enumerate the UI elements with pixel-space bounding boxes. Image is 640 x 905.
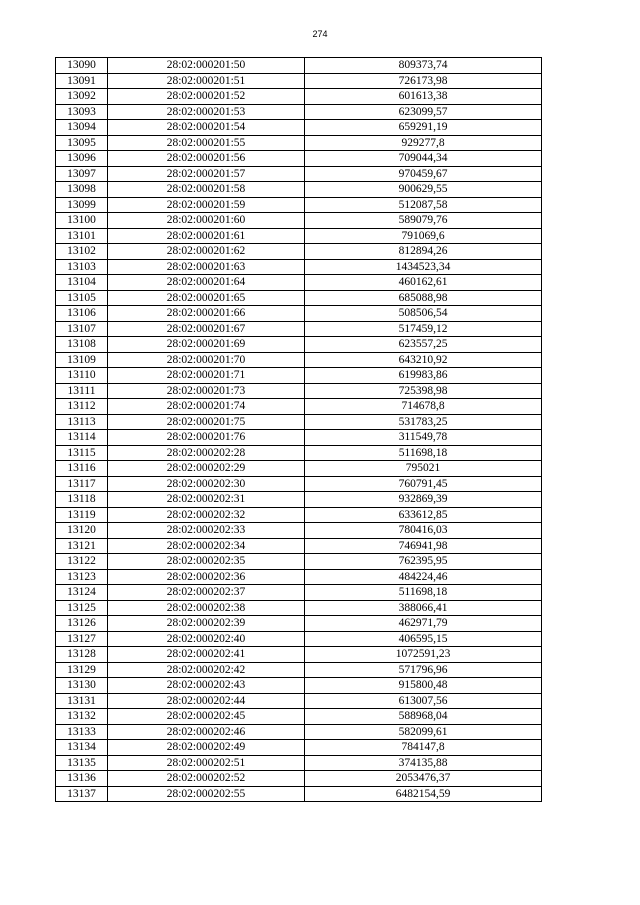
row-number-cell: 13131 [56,693,108,709]
value-cell: 589079,76 [305,213,542,229]
table-row [56,135,542,151]
row-number-cell: 13116 [56,461,108,477]
cadastral-number-cell: 28:02:000202:35 [108,554,305,570]
table-row [56,166,542,182]
row-number-cell: 13136 [56,771,108,787]
table-row [56,740,542,756]
value-cell: 588968,04 [305,709,542,725]
value-cell: 511698,18 [305,585,542,601]
page-number: 274 [312,29,328,39]
cadastral-number-cell: 28:02:000202:38 [108,600,305,616]
row-number-cell: 13101 [56,228,108,244]
row-number-cell: 13103 [56,259,108,275]
row-number-cell: 13096 [56,151,108,167]
cadastral-number-cell: 28:02:000201:57 [108,166,305,182]
cadastral-number-cell: 28:02:000201:51 [108,73,305,89]
row-number-cell: 13113 [56,414,108,430]
table-row [56,461,542,477]
table-row [56,321,542,337]
row-number-cell: 13130 [56,678,108,694]
cadastral-number-cell: 28:02:000201:55 [108,135,305,151]
table-row [56,352,542,368]
value-cell: 517459,12 [305,321,542,337]
row-number-cell: 13128 [56,647,108,663]
cadastral-number-cell: 28:02:000201:70 [108,352,305,368]
table-row [56,662,542,678]
cadastral-number-cell: 28:02:000202:40 [108,631,305,647]
value-cell: 460162,61 [305,275,542,291]
value-cell: 374135,88 [305,755,542,771]
value-cell: 746941,98 [305,538,542,554]
cadastral-number-cell: 28:02:000201:52 [108,89,305,105]
row-number-cell: 13133 [56,724,108,740]
table-row [56,337,542,353]
row-number-cell: 13122 [56,554,108,570]
cadastral-number-cell: 28:02:000202:33 [108,523,305,539]
value-cell: 571796,96 [305,662,542,678]
table-row [56,631,542,647]
row-number-cell: 13120 [56,523,108,539]
cadastral-number-cell: 28:02:000201:58 [108,182,305,198]
cadastral-number-cell: 28:02:000201:50 [108,58,305,74]
value-cell: 484224,46 [305,569,542,585]
table-row [56,554,542,570]
cadastral-number-cell: 28:02:000201:75 [108,414,305,430]
cadastral-number-cell: 28:02:000201:71 [108,368,305,384]
table-row [56,228,542,244]
value-cell: 643210,92 [305,352,542,368]
row-number-cell: 13118 [56,492,108,508]
cadastral-number-cell: 28:02:000201:73 [108,383,305,399]
value-cell: 932869,39 [305,492,542,508]
table-row [56,259,542,275]
value-cell: 685088,98 [305,290,542,306]
table-row [56,73,542,89]
value-cell: 6482154,59 [305,786,542,802]
value-cell: 784147,8 [305,740,542,756]
cadastral-number-cell: 28:02:000202:46 [108,724,305,740]
row-number-cell: 13111 [56,383,108,399]
cadastral-number-cell: 28:02:000201:61 [108,228,305,244]
table-row [56,647,542,663]
table-row [56,569,542,585]
value-cell: 760791,45 [305,476,542,492]
table-row [56,786,542,802]
value-cell: 582099,61 [305,724,542,740]
table-row [56,120,542,136]
value-cell: 406595,15 [305,631,542,647]
cadastral-number-cell: 28:02:000202:43 [108,678,305,694]
row-number-cell: 13090 [56,58,108,74]
table-row [56,383,542,399]
value-cell: 791069,6 [305,228,542,244]
row-number-cell: 13107 [56,321,108,337]
row-number-cell: 13114 [56,430,108,446]
value-cell: 812894,26 [305,244,542,260]
value-cell: 311549,78 [305,430,542,446]
table-row [56,755,542,771]
row-number-cell: 13106 [56,306,108,322]
cadastral-number-cell: 28:02:000201:53 [108,104,305,120]
row-number-cell: 13129 [56,662,108,678]
cadastral-number-cell: 28:02:000201:66 [108,306,305,322]
cadastral-number-cell: 28:02:000201:76 [108,430,305,446]
row-number-cell: 13104 [56,275,108,291]
cadastral-number-cell: 28:02:000202:39 [108,616,305,632]
value-cell: 780416,03 [305,523,542,539]
row-number-cell: 13110 [56,368,108,384]
table-row [56,724,542,740]
cadastral-number-cell: 28:02:000202:28 [108,445,305,461]
table-row [56,244,542,260]
row-number-cell: 13124 [56,585,108,601]
cadastral-number-cell: 28:02:000201:59 [108,197,305,213]
value-cell: 462971,79 [305,616,542,632]
value-cell: 659291,19 [305,120,542,136]
cadastral-number-cell: 28:02:000201:63 [108,259,305,275]
value-cell: 762395,95 [305,554,542,570]
value-cell: 388066,41 [305,600,542,616]
table-row [56,693,542,709]
value-cell: 970459,67 [305,166,542,182]
table-row [56,585,542,601]
value-cell: 623099,57 [305,104,542,120]
value-cell: 900629,55 [305,182,542,198]
table-row [56,523,542,539]
value-cell: 511698,18 [305,445,542,461]
table-row [56,368,542,384]
value-cell: 915800,48 [305,678,542,694]
cadastral-number-cell: 28:02:000202:31 [108,492,305,508]
cadastral-number-cell: 28:02:000202:44 [108,693,305,709]
table-row [56,492,542,508]
cadastral-number-cell: 28:02:000202:37 [108,585,305,601]
cadastral-number-cell: 28:02:000201:54 [108,120,305,136]
table-row [56,616,542,632]
table-row [56,275,542,291]
cadastral-number-cell: 28:02:000201:64 [108,275,305,291]
table-row [56,104,542,120]
cadastral-number-cell: 28:02:000202:52 [108,771,305,787]
table-row [56,399,542,415]
value-cell: 725398,98 [305,383,542,399]
table-row [56,678,542,694]
cadastral-number-cell: 28:02:000202:49 [108,740,305,756]
cadastral-number-cell: 28:02:000202:42 [108,662,305,678]
table-row [56,89,542,105]
value-cell: 726173,98 [305,73,542,89]
value-cell: 709044,34 [305,151,542,167]
value-cell: 2053476,37 [305,771,542,787]
row-number-cell: 13098 [56,182,108,198]
row-number-cell: 13092 [56,89,108,105]
value-cell: 633612,85 [305,507,542,523]
table-row [56,771,542,787]
row-number-cell: 13127 [56,631,108,647]
value-cell: 601613,38 [305,89,542,105]
cadastral-number-cell: 28:02:000202:41 [108,647,305,663]
value-cell: 512087,58 [305,197,542,213]
cadastral-number-cell: 28:02:000201:62 [108,244,305,260]
table-row [56,197,542,213]
cadastral-number-cell: 28:02:000201:56 [108,151,305,167]
row-number-cell: 13126 [56,616,108,632]
table-row [56,709,542,725]
cadastral-number-cell: 28:02:000202:32 [108,507,305,523]
cadastral-number-cell: 28:02:000202:51 [108,755,305,771]
table-row [56,538,542,554]
cadastral-number-cell: 28:02:000202:36 [108,569,305,585]
table-row [56,600,542,616]
cadastral-number-cell: 28:02:000201:60 [108,213,305,229]
row-number-cell: 13132 [56,709,108,725]
row-number-cell: 13137 [56,786,108,802]
table-row [56,507,542,523]
row-number-cell: 13123 [56,569,108,585]
row-number-cell: 13091 [56,73,108,89]
table-row [56,306,542,322]
cadastral-number-cell: 28:02:000202:34 [108,538,305,554]
row-number-cell: 13119 [56,507,108,523]
row-number-cell: 13093 [56,104,108,120]
row-number-cell: 13121 [56,538,108,554]
cadastral-number-cell: 28:02:000201:69 [108,337,305,353]
row-number-cell: 13108 [56,337,108,353]
row-number-cell: 13097 [56,166,108,182]
table-row [56,430,542,446]
row-number-cell: 13112 [56,399,108,415]
table-row [56,445,542,461]
value-cell: 508506,54 [305,306,542,322]
row-number-cell: 13095 [56,135,108,151]
row-number-cell: 13105 [56,290,108,306]
row-number-cell: 13125 [56,600,108,616]
row-number-cell: 13117 [56,476,108,492]
cadastral-number-cell: 28:02:000202:30 [108,476,305,492]
cadastral-number-cell: 28:02:000202:45 [108,709,305,725]
cadastral-number-cell: 28:02:000201:67 [108,321,305,337]
cadastral-number-cell: 28:02:000201:65 [108,290,305,306]
value-cell: 809373,74 [305,58,542,74]
value-cell: 531783,25 [305,414,542,430]
row-number-cell: 13099 [56,197,108,213]
table-row [56,213,542,229]
table-row [56,182,542,198]
row-number-cell: 13100 [56,213,108,229]
value-cell: 613007,56 [305,693,542,709]
row-number-cell: 13102 [56,244,108,260]
table-row [56,414,542,430]
row-number-cell: 13115 [56,445,108,461]
value-cell: 1434523,34 [305,259,542,275]
cadastral-number-cell: 28:02:000201:74 [108,399,305,415]
value-cell: 619983,86 [305,368,542,384]
table-row [56,151,542,167]
row-number-cell: 13134 [56,740,108,756]
cadastral-value-table [55,57,542,802]
table-row [56,58,542,74]
cadastral-number-cell: 28:02:000202:55 [108,786,305,802]
row-number-cell: 13109 [56,352,108,368]
value-cell: 1072591,23 [305,647,542,663]
value-cell: 623557,25 [305,337,542,353]
row-number-cell: 13135 [56,755,108,771]
table-row [56,476,542,492]
table-body [56,58,542,802]
table-row [56,290,542,306]
value-cell: 795021 [305,461,542,477]
row-number-cell: 13094 [56,120,108,136]
cadastral-number-cell: 28:02:000202:29 [108,461,305,477]
value-cell: 929277,8 [305,135,542,151]
value-cell: 714678,8 [305,399,542,415]
